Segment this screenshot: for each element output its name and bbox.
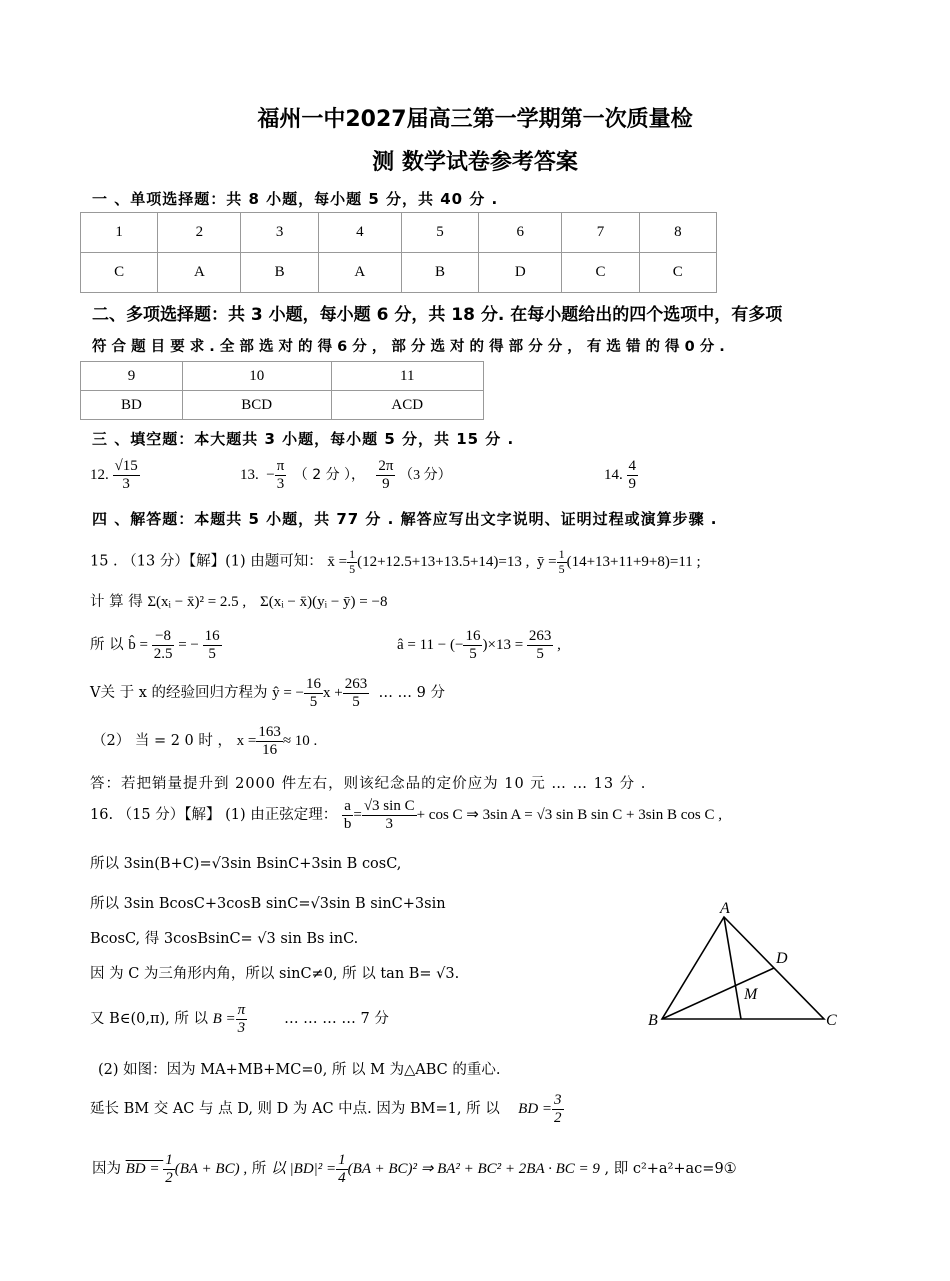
denominator: 5 [536, 646, 544, 663]
denominator: 5 [558, 561, 565, 576]
fraction [347, 548, 357, 577]
numerator: 2π [376, 458, 395, 476]
table-cell: B [401, 253, 478, 293]
section3-heading: 三 、填空题：本大题共 3 小题，每小题 5 分，共 15 分 . [92, 430, 515, 448]
bhat-symbol: b̂ = [128, 637, 148, 654]
numerator: 4 [627, 458, 639, 476]
table-cell: ACD [331, 391, 483, 420]
reg-x-term: x + [323, 685, 343, 702]
fraction [152, 628, 175, 664]
numerator: 1 [336, 1152, 348, 1170]
q16-line6 [90, 1002, 389, 1038]
table-cell: C [639, 253, 716, 293]
label-b: B [648, 1012, 658, 1029]
denominator: 5 [349, 561, 356, 576]
sxy-expression: Σ(xᵢ − x̄)(yᵢ − ȳ) = −8 [260, 594, 388, 610]
table-cell: 5 [401, 213, 478, 253]
section1-heading: 一 、单项选择题：共 8 小题，每小题 5 分，共 40 分 . [92, 190, 499, 208]
yhat-symbol: ŷ = − [272, 685, 305, 702]
numerator: 3 [552, 1092, 564, 1110]
q15-line3 [90, 628, 222, 664]
q13-points2: （3 分） [399, 468, 452, 484]
numerator: 1 [558, 547, 565, 561]
numerator: 16 [304, 676, 323, 694]
fraction [203, 628, 222, 664]
numerator: π [275, 458, 287, 476]
sine-law-rest: + cos C ⇒ 3sin A = √3 sin B sin C + 3sin B cos C , [416, 807, 722, 824]
denominator: 3 [122, 476, 130, 493]
triangle-figure [640, 895, 850, 1035]
q16-line3: 所以 3sin BcosC+3cosB sinC=√3sin B sinC+3sin [90, 896, 446, 912]
table-cell: 1 [81, 213, 158, 253]
section1-answer-table [80, 212, 717, 293]
q16-extend-line [90, 1092, 564, 1128]
fraction [236, 1002, 248, 1038]
numerator: π [236, 1002, 248, 1020]
table-cell: D [479, 253, 562, 293]
q16-line4: BcosC, 得 3cosBsinC= √3 sin Bs inC. [90, 931, 359, 947]
numerator: 163 [256, 724, 283, 742]
q16-line2: 所以 3sin(B+C)=√3sin BsinC+3sin B cosC, [90, 856, 402, 872]
q16-vector-line [92, 1152, 737, 1188]
q13-answer [240, 458, 452, 494]
q16-line5: 因 为 C 为三角形内角，所以 sinC≠0, 所 以 tan B= √3. [90, 966, 460, 982]
section2-heading-line2: 符 合 题 目 要 求 . 全 部 选 对 的 得 6 分 ， 部 分 选 对 的 得 部 分 分 ， 有 选 错 的 得 0 分 . [92, 339, 725, 355]
vec2-rest: (BA + BC)² ⇒ BA² + BC² + 2BA · BC = 9 [347, 1161, 600, 1178]
q16-part2: (2) 如图：因为 MA+MB+MC=0, 所 以 M 为△ABC 的重心. [98, 1062, 501, 1078]
q16-points7: … … … … 7 分 [284, 1011, 389, 1028]
table-cell: 3 [241, 213, 318, 253]
ahat-expression: â = 11 − (− [397, 637, 464, 654]
fraction [463, 628, 482, 664]
equals-minus: = − [178, 637, 199, 654]
q14-label: 14. [604, 467, 623, 484]
q15-ahat: â = 11 − (− $\frac{16}{5}$ )×13 = $\frac{263}{5}$ , [397, 628, 561, 663]
ybar-sum: (14+13+11+9+8)=11 ; [566, 553, 701, 570]
fraction [362, 798, 417, 834]
section1-number-row [81, 213, 717, 253]
x-equals: x = [236, 733, 257, 750]
table-cell: 6 [479, 213, 562, 253]
q16-line6-text: 又 B∈(0,π), 所 以 [90, 1011, 209, 1028]
q16-intro: 16. （15 分）【解】 (1) 由正弦定理： [90, 807, 338, 824]
table-cell: 9 [81, 362, 183, 391]
section1-answer-row [81, 253, 717, 293]
section2-answer-row [81, 391, 484, 420]
vec2-lhs: 以 |BD|² = [270, 1161, 337, 1178]
denominator: 3 [237, 1020, 246, 1037]
denominator: 3 [276, 476, 285, 493]
page-title-line1: 福州一中2027届高三第一学期第一次质量检 [257, 107, 693, 132]
vec1-lhs: BD = [125, 1161, 164, 1178]
q15-regression-label: V关 于 x 的经验回归方程为 [90, 685, 268, 702]
table-cell: C [562, 253, 639, 293]
q15-part2: （2） 当 = 2 0 时 ， [92, 733, 232, 750]
q15-calc-label: 计 算 得 [90, 594, 143, 610]
q15-answer-line: 答：若把销量提升到 2000 件左右，则该纪念品的定价应为 10 元 … … 13 分 . [90, 776, 647, 792]
table-cell: 2 [158, 213, 241, 253]
section4-heading: 四 、解答题：本题共 5 小题，共 77 分 . 解答应写出文字说明、证明过程或演算步骤 . [92, 510, 718, 528]
ybar-symbol: ȳ = [536, 553, 557, 570]
fraction [304, 676, 323, 712]
table-cell: C [81, 253, 158, 293]
minus-sign: − [266, 467, 275, 484]
q16-final-equation: , 即 c²+a²+ac=9① [604, 1161, 737, 1178]
so-label: 所 [251, 1161, 267, 1178]
fraction [343, 676, 370, 712]
denominator: 9 [628, 476, 636, 493]
fraction [557, 548, 567, 577]
numerator: a [342, 798, 354, 816]
q13-fraction1 [275, 458, 287, 494]
table-cell: B [241, 253, 318, 293]
q13-points1: （ 2 分 ）， [293, 467, 366, 484]
sxx-expression: Σ(xᵢ − x̄)² = 2.5 , [147, 594, 247, 610]
denominator: b [343, 816, 352, 833]
fraction [336, 1152, 348, 1188]
numerator: 263 [343, 676, 370, 694]
q15-line2 [90, 590, 387, 611]
fraction [256, 724, 283, 760]
fraction [552, 1092, 564, 1128]
q15-line5 [92, 724, 317, 760]
vec1-rest: (BA + BC) , [174, 1161, 248, 1178]
fraction [163, 1152, 175, 1188]
q14-fraction [627, 458, 639, 494]
ahat-mid: )×13 = [482, 637, 524, 654]
table-cell: 8 [639, 213, 716, 253]
B-equals: B = [212, 1011, 236, 1028]
denominator: 9 [382, 476, 390, 493]
q15-points9: … … 9 分 [378, 685, 446, 702]
because-label: 因为 [92, 1161, 121, 1178]
table-cell: A [318, 253, 401, 293]
denominator: 5 [309, 694, 318, 711]
table-cell: BD [81, 391, 183, 420]
section2-number-row [81, 362, 484, 391]
q15-line4 [90, 676, 445, 712]
numerator: 1 [163, 1152, 175, 1170]
numerator: √15 [113, 458, 140, 476]
xbar-symbol: x̄ = [327, 553, 348, 570]
denominator: 16 [262, 742, 278, 759]
denominator: 2.5 [153, 646, 173, 663]
section2-answer-table [80, 361, 484, 420]
q13-label: 13. [240, 467, 259, 484]
section2-heading-line1: 二、多项选择题：共 3 小题，每小题 6 分，共 18 分. 在每小题给出的四个选项中，有多项 [92, 305, 783, 325]
label-a: A [720, 900, 730, 917]
equals: = [353, 807, 362, 824]
q15-intro: 15 . （13 分）【解】(1) 由题可知： [90, 553, 323, 570]
xbar-sum: (12+12.5+13+13.5+14)=13 , [357, 553, 530, 570]
label-c: C [826, 1012, 837, 1029]
denominator: 5 [352, 694, 360, 711]
fraction [342, 798, 354, 834]
table-cell: 11 [331, 362, 483, 391]
table-cell: 7 [562, 213, 639, 253]
q16-line1 [90, 798, 722, 834]
numerator: 16 [203, 628, 222, 646]
table-cell: 10 [182, 362, 331, 391]
table-cell: 4 [318, 213, 401, 253]
denominator: 5 [208, 646, 216, 663]
x-approx: ≈ 10 . [282, 733, 318, 750]
q14-answer [604, 458, 638, 494]
table-cell: A [158, 253, 241, 293]
fraction [527, 628, 554, 664]
q16-extend-text: 延长 BM 交 AC 与 点 D, 则 D 为 AC 中点. 因为 BM=1, 所 以 [90, 1101, 500, 1118]
table-cell: BCD [182, 391, 331, 420]
q12-fraction [113, 458, 140, 494]
q12-answer [90, 458, 140, 494]
page-title-line2: 测 数学试卷参考答案 [372, 150, 578, 175]
numerator: √3 sin C [362, 798, 417, 816]
denominator: 2 [165, 1170, 173, 1187]
numerator: −8 [152, 628, 175, 646]
q15-line1 [90, 548, 701, 577]
denominator: 4 [338, 1170, 346, 1187]
q15-so-label: 所 以 [90, 637, 124, 654]
numerator: 263 [527, 628, 554, 646]
label-d: D [776, 950, 788, 967]
q13-fraction2 [376, 458, 395, 494]
denominator: 5 [469, 646, 477, 663]
numerator: 16 [463, 628, 482, 646]
label-m: M [744, 986, 758, 1003]
BD-equals: BD = [518, 1101, 553, 1118]
denominator: 2 [554, 1110, 562, 1127]
numerator: 1 [349, 547, 356, 561]
q12-label: 12. [90, 467, 109, 484]
denominator: 3 [385, 816, 393, 833]
triangle-abc [662, 917, 824, 1019]
